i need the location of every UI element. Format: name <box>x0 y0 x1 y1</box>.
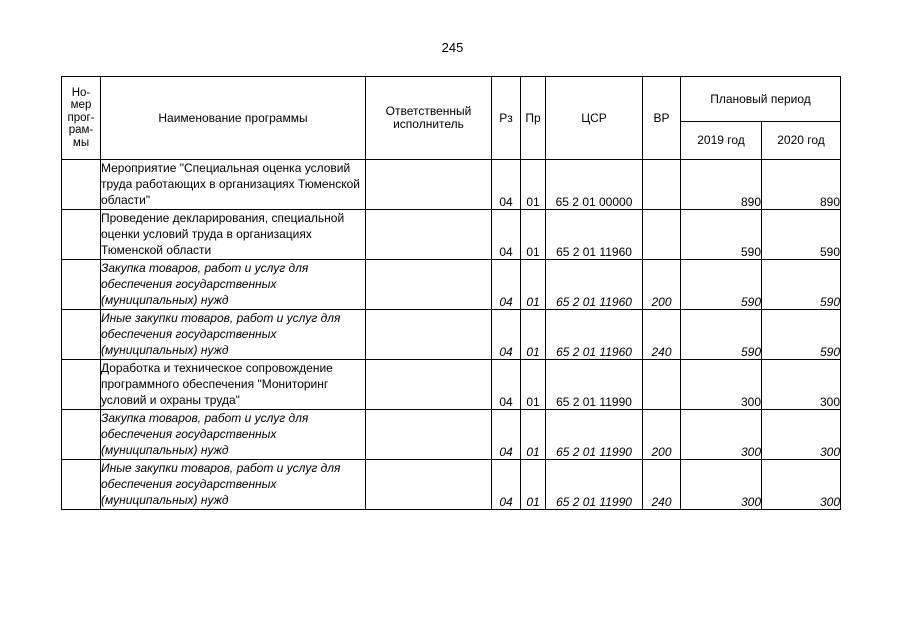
page-number: 245 <box>441 40 464 55</box>
table-row <box>62 360 841 410</box>
cell-responsible <box>366 160 492 210</box>
cell-amount-2019: 300 <box>681 460 762 510</box>
table-row <box>62 210 841 260</box>
cell-responsible <box>366 360 492 410</box>
cell-amount-2020: 590 <box>762 260 841 310</box>
cell-program-number <box>62 310 101 360</box>
cell-responsible <box>366 460 492 510</box>
cell-rz: 04 <box>492 210 521 260</box>
cell-rz: 04 <box>492 460 521 510</box>
cell-csr: 65 2 01 11990 <box>546 360 643 410</box>
cell-amount-2019: 300 <box>681 410 762 460</box>
cell-csr: 65 2 01 11960 <box>546 260 643 310</box>
cell-rz: 04 <box>492 360 521 410</box>
cell-program-name: Проведение декларирования, специальной оценки условий труда в организациях Тюменской области <box>101 210 366 260</box>
cell-responsible <box>366 410 492 460</box>
table-row <box>62 310 841 360</box>
cell-pr: 01 <box>521 360 546 410</box>
cell-program-number <box>62 160 101 210</box>
cell-amount-2019: 300 <box>681 360 762 410</box>
header-pr: Пр <box>521 77 546 160</box>
cell-amount-2019: 590 <box>681 260 762 310</box>
cell-amount-2019: 590 <box>681 310 762 360</box>
cell-pr: 01 <box>521 210 546 260</box>
cell-pr: 01 <box>521 410 546 460</box>
cell-rz: 04 <box>492 260 521 310</box>
cell-vr: 200 <box>643 410 681 460</box>
header-program-name: Наименование программы <box>101 77 366 160</box>
cell-program-name: Иные закупки товаров, работ и услуг для обеспечения государственных (муниципальных) нужд <box>101 310 366 360</box>
cell-csr: 65 2 01 11990 <box>546 410 643 460</box>
cell-csr: 65 2 01 11960 <box>546 210 643 260</box>
cell-responsible <box>366 260 492 310</box>
cell-amount-2020: 590 <box>762 210 841 260</box>
cell-csr: 65 2 01 00000 <box>546 160 643 210</box>
cell-program-number <box>62 460 101 510</box>
header-csr: ЦСР <box>546 77 643 160</box>
cell-program-number <box>62 210 101 260</box>
cell-amount-2020: 300 <box>762 460 841 510</box>
cell-vr: 240 <box>643 310 681 360</box>
cell-program-name: Иные закупки товаров, работ и услуг для обеспечения государственных (муниципальных) нужд <box>101 460 366 510</box>
table-body <box>62 160 841 510</box>
cell-program-name: Закупка товаров, работ и услуг для обеспечения государственных (муниципальных) нужд <box>101 260 366 310</box>
table-row <box>62 410 841 460</box>
cell-pr: 01 <box>521 460 546 510</box>
header-rz: Рз <box>492 77 521 160</box>
header-vr: ВР <box>643 77 681 160</box>
cell-program-number <box>62 410 101 460</box>
cell-pr: 01 <box>521 310 546 360</box>
header-year-2019: 2019 год <box>681 122 762 160</box>
header-year-2020: 2020 год <box>762 122 841 160</box>
cell-amount-2020: 300 <box>762 410 841 460</box>
cell-program-number <box>62 360 101 410</box>
cell-program-name: Закупка товаров, работ и услуг для обеспечения государственных (муниципальных) нужд <box>101 410 366 460</box>
table-row <box>62 160 841 210</box>
cell-program-name: Мероприятие "Специальная оценка условий труда работающих в организациях Тюменской области" <box>101 160 366 210</box>
header-row-top <box>62 77 841 122</box>
table-row <box>62 460 841 510</box>
cell-rz: 04 <box>492 160 521 210</box>
header-planning-period: Плановый период <box>681 77 841 122</box>
cell-vr: 240 <box>643 460 681 510</box>
cell-vr <box>643 360 681 410</box>
cell-pr: 01 <box>521 260 546 310</box>
cell-amount-2020: 890 <box>762 160 841 210</box>
cell-rz: 04 <box>492 310 521 360</box>
header-program-number: Но-мер прог-рам-мы <box>62 77 101 160</box>
cell-vr: 200 <box>643 260 681 310</box>
cell-csr: 65 2 01 11990 <box>546 460 643 510</box>
cell-amount-2020: 590 <box>762 310 841 360</box>
cell-pr: 01 <box>521 160 546 210</box>
cell-amount-2019: 890 <box>681 160 762 210</box>
cell-csr: 65 2 01 11960 <box>546 310 643 360</box>
cell-amount-2020: 300 <box>762 360 841 410</box>
cell-responsible <box>366 210 492 260</box>
table-row <box>62 260 841 310</box>
cell-vr <box>643 160 681 210</box>
cell-program-name: Доработка и техническое сопровождение программного обеспечения "Мониторинг условий и охраны труда" <box>101 360 366 410</box>
cell-vr <box>643 210 681 260</box>
cell-program-number <box>62 260 101 310</box>
cell-amount-2019: 590 <box>681 210 762 260</box>
header-responsible: Ответственный исполнитель <box>366 77 492 160</box>
cell-responsible <box>366 310 492 360</box>
cell-rz: 04 <box>492 410 521 460</box>
program-budget-table <box>61 76 841 510</box>
